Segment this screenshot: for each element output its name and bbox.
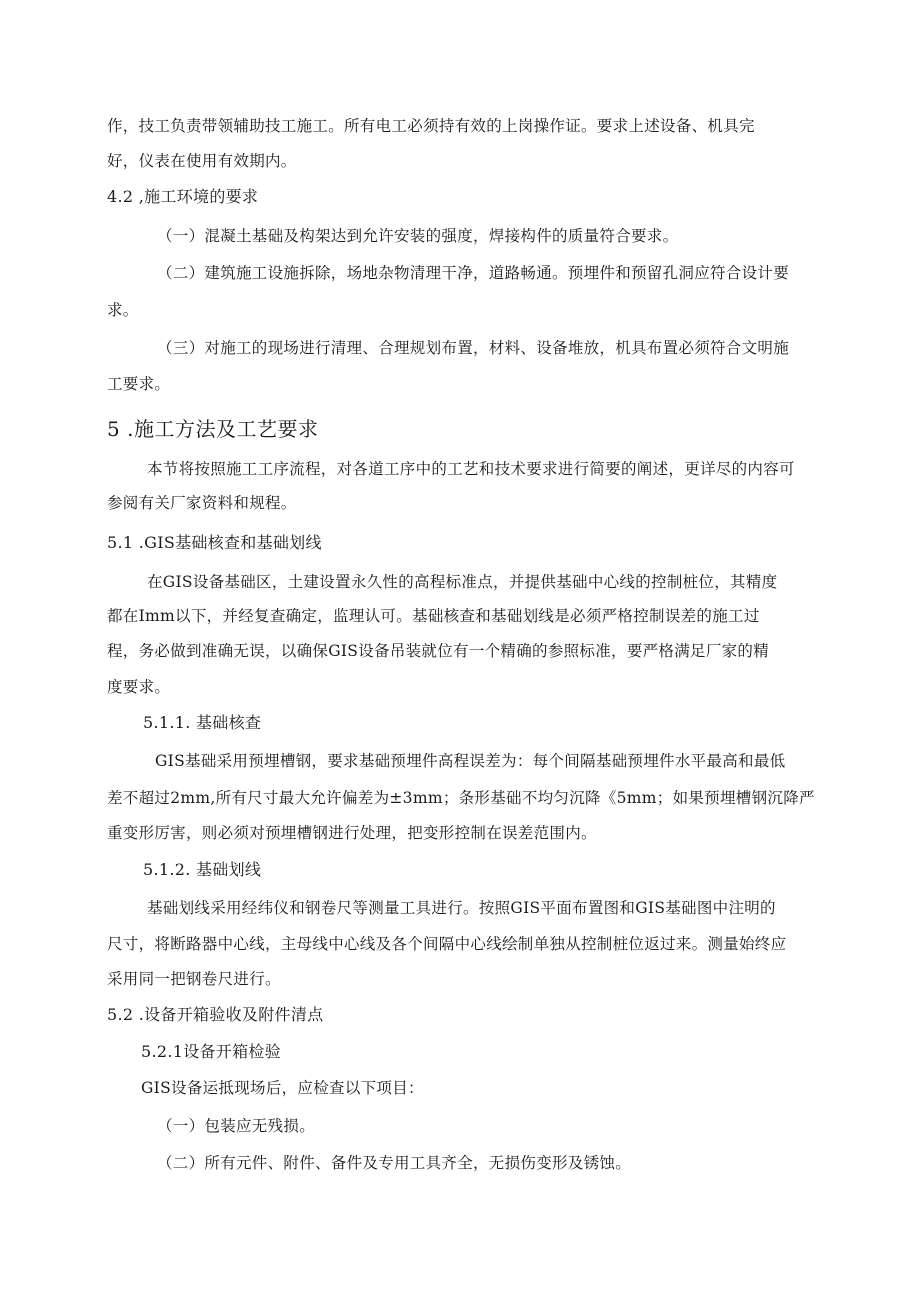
chapter-heading-5: 5 .施工方法及工艺要求 <box>107 417 319 441</box>
paragraph-line: GIS基础采用预埋槽钢，要求基础预埋件高程误差为：每个间隔基础预埋件水平最高和最低 <box>155 752 786 770</box>
paragraph-line: 基础划线采用经纬仪和钢卷尺等测量工具进行。按照GIS平面布置图和GIS基础图中注明的 <box>147 899 776 917</box>
paragraph-line: 重变形厉害，则必须对预埋槽钢进行处理，把变形控制在误差范围内。 <box>107 824 597 842</box>
list-item: （一）混凝土基础及构架达到允许安装的强度，焊接构件的质量符合要求。 <box>157 227 679 245</box>
section-heading-4-2: 4.2 ,施工环境的要求 <box>107 187 259 206</box>
list-item: （三）对施工的现场进行清理、合理规划布置，材料、设备堆放，机具布置必须符合文明施 <box>157 339 790 357</box>
paragraph-line: 度要求。 <box>107 678 171 696</box>
paragraph-line: 采用同一把钢卷尺进行。 <box>107 970 281 988</box>
paragraph-line: 在GIS设备基础区，土建设置永久性的高程标准点，并提供基础中心线的控制桩位，其精度 <box>147 573 778 591</box>
paragraph-line: 作，技工负责带领辅助技工施工。所有电工必须持有效的上岗操作证。要求上述设备、机具完 <box>107 117 755 135</box>
paragraph-line: GIS设备运抵现场后，应检查以下项目： <box>141 1079 424 1097</box>
paragraph-line: 工要求。 <box>107 375 171 393</box>
paragraph-line: 参阅有关厂家资料和规程。 <box>107 494 297 512</box>
paragraph-line: 求。 <box>107 301 139 319</box>
subsection-heading-5-2-1: 5.2.1设备开箱检验 <box>141 1042 282 1061</box>
subsection-heading-5-1-1: 5.1.1. 基础核查 <box>143 713 262 732</box>
subsection-heading-5-1-2: 5.1.2. 基础划线 <box>143 860 262 879</box>
paragraph-line: 都在Imm以下，并经复查确定，监理认可。基础核查和基础划线是必须严格控制误差的施工过 <box>107 607 760 625</box>
list-item: （二）建筑施工设施拆除，场地杂物清理干净，道路畅通。预埋件和预留孔洞应符合设计要 <box>157 264 790 282</box>
section-heading-5-1: 5.1 .GIS基础核查和基础划线 <box>107 533 322 552</box>
list-item: （二）所有元件、附件、备件及专用工具齐全，无损伤变形及锈蚀。 <box>157 1154 632 1172</box>
section-heading-5-2: 5.2 .设备开箱验收及附件清点 <box>107 1005 324 1024</box>
paragraph-line: 好，仪表在使用有效期内。 <box>107 152 297 170</box>
paragraph-line: 尺寸，将断路器中心线，主母线中心线及各个间隔中心线绘制单独从控制桩位返过来。测量始终应 <box>107 935 787 953</box>
list-item: （一）包装应无残损。 <box>157 1117 316 1135</box>
paragraph-line: 差不超过2mm,所有尺寸最大允许偏差为±3mm；条形基础不均匀沉降《5mm；如果预埋槽钢沉降严 <box>107 789 815 807</box>
paragraph-line: 程，务必做到准确无误，以确保GIS设备吊装就位有一个精确的参照标准，要严格满足厂家的精 <box>107 642 770 660</box>
paragraph-line: 本节将按照施工工序流程，对各道工序中的工艺和技术要求进行简要的阐述，更详尽的内容可 <box>147 460 795 478</box>
